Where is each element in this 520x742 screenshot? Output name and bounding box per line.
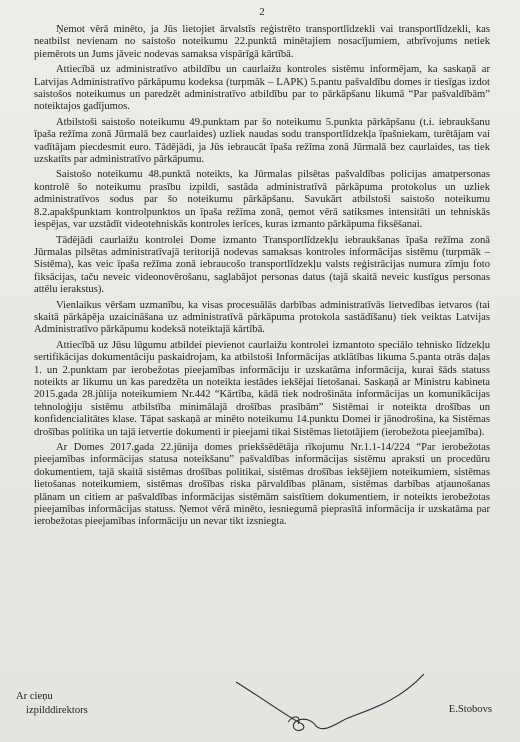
paragraph: Attiecībā uz administratīvo atbildību un caurlaižu kontroles sistēmu informējam, ka saskaņā ar Latvijas Administratīvo pārkāpumu kodeksa (turpmāk – LAPK) 5.pantu pašvaldību domes ir tiesīgas izdot saistošos noteikumus un paredzēt administratīvo atbildību par to pārkāpšanu likumā “Par pašvaldībām” noteiktajos gadījumos. [34,64,490,113]
letter-body [34,24,490,529]
paragraph: Ņemot vērā minēto, ja Jūs lietojiet ārvalstīs reģistrēto transportlīdzekli vai transportlīdzekli, kas neatbilst nevienam no saistošo noteikumu 22.punktā minētajiem nosacījumiem, atbrīvojums netiek piemērots un Jums jāveic nodevas samaksa vispārīgā kārtībā. [34,24,490,60]
paragraph: Atbilstoši saistošo noteikumu 49.punktam par šo noteikumu 5.punkta pārkāpšanu (t.i. iebraukšanu īpaša režīma zonā Jūrmalā bez caurlaides) uzliek naudas sodu transportlīdzekļa īpašniekam, turētājam vai vadītājam piecdesmit euro. Tādējādi, ja Jūs iebraucāt īpaša režīma zonā Jūrmalā bez caurlaides, tas tiek uzskatīts par administratīvo pārkāpumu. [34,116,490,166]
page-number: 2 [259,6,265,18]
paragraph: Saistošo noteikumu 48.punktā noteikts, ka Jūrmalas pilsētas pašvaldības policijas amatpersonas kontrolē šo noteikumu prasību izpildi, sastāda administratīvā pārkāpuma protokolus un uzliek administratīvos sodus par šo noteikumu pārkāpšanu. Savukārt atbilstoši saistošo noteikumu 8.2.apakšpunktam kontrolpunktos un īpaša režīma zonā, ņemot vērā satiksmes intensitāti un tehniskās iespējas, var uzstādīt videotehniskās kontroles ierīces, kuras izmanto pārkāpuma fiksēšanai. [34,169,490,231]
paragraph: Tādējādi caurlaižu kontrolei Dome izmanto Transportlīdzekļu iebraukšanas īpaša režīma zonā Jūrmalas pilsētas administratīvajā teritorijā nodevas samaksas kontroles informācijas sistēmu (turpmāk – Sistēma), kas veic īpaša režīma zonā iebraucošo transportlīdzekļu valsts reģistrācijas numura zīmju foto fiksācijas, taču neveic videonovērošanu, saglabājot personas datus (tajā skaitā neveic kustīgus personas attēlu ierakstus). [34,234,490,296]
paragraph: Ar Domes 2017.gada 22.jūnija domes priekšsēdētāja rīkojumu Nr.1.1-14/224 “Par ierobežotas pieejamības informācijas statusa noteikšanu” pašvaldības informācijas sistēmu apraksti un procedūru dokumentiem, tajā skaitā sistēmas drošības politikai, sistēmas drošības iekšējiem noteikumiem, sistēmas lietošanas noteikumiem, sistēmas drošības riska pārvaldības plānam, sistēmas darbības atjaunošanas plānam un citiem ar pašvaldības informācijas sistēmām saistītiem dokumentiem, ir noteikts ierobežotas pieejamības informācijas statuss. Ņemot vērā minēto, iesniegumā pieprasītā informācija ir uzskatāma par ierobežotas pieejamības informāciju un nevar tikt izsniegta. [34,442,490,528]
closing [16,690,88,718]
paragraph: Vienlaikus vēršam uzmanību, ka visas procesuālās darbības administratīvās lietvedības ietvaros (tai skaitā pārkāpēja uzaicināšana uz administratīvā pārkāpuma protokola sastādīšanu) tiek veiktas Latvijas Administratīvo pārkāpumu kodeksā noteiktajā kārtībā. [34,299,490,336]
signer-name: E.Stobovs [448,704,492,715]
handwritten-signature [228,662,428,737]
signer-title: izpilddirektors [26,705,88,716]
closing-regards: Ar cieņu [16,691,53,702]
paragraph: Attiecībā uz Jūsu lūgumu atbildei pievienot caurlaižu kontrolei izmantoto speciālo tehnisko līdzekļu sertifikācijas dokumentāciju paskaidrojam, ka atbilstoši Informācijas atklātības likuma 5.panta otrās daļas 1. un 2.punktam par ierobežotas pieejamības informāciju ir uzskatāma informācija, kurai šāds statuss noteikts ar likumu un kas paredzēta un noteikta iestādes iekšējai lietošanai. Saskaņā ar Ministru kabineta 2015.gada 28.jūlija noteikumiem Nr.442 “Kārtība, kādā tiek nodrošināta informācijas un komunikācijas tehnoloģiju sistēmu atbilstība minimālajā drošības prasībām” Sistēmai ir noteikta drošības un konfidencialitātes klase. Tāpat saskaņā ar minēto noteikumu 14.punktu Domei ir jānodrošina, ka Sistēmas drošības politika un tajā ietvertie dokumenti ir pieejami tikai Sistēmas lietotājiem (ierobežota pieejamība). [34,339,490,438]
signature-block [0,662,520,742]
